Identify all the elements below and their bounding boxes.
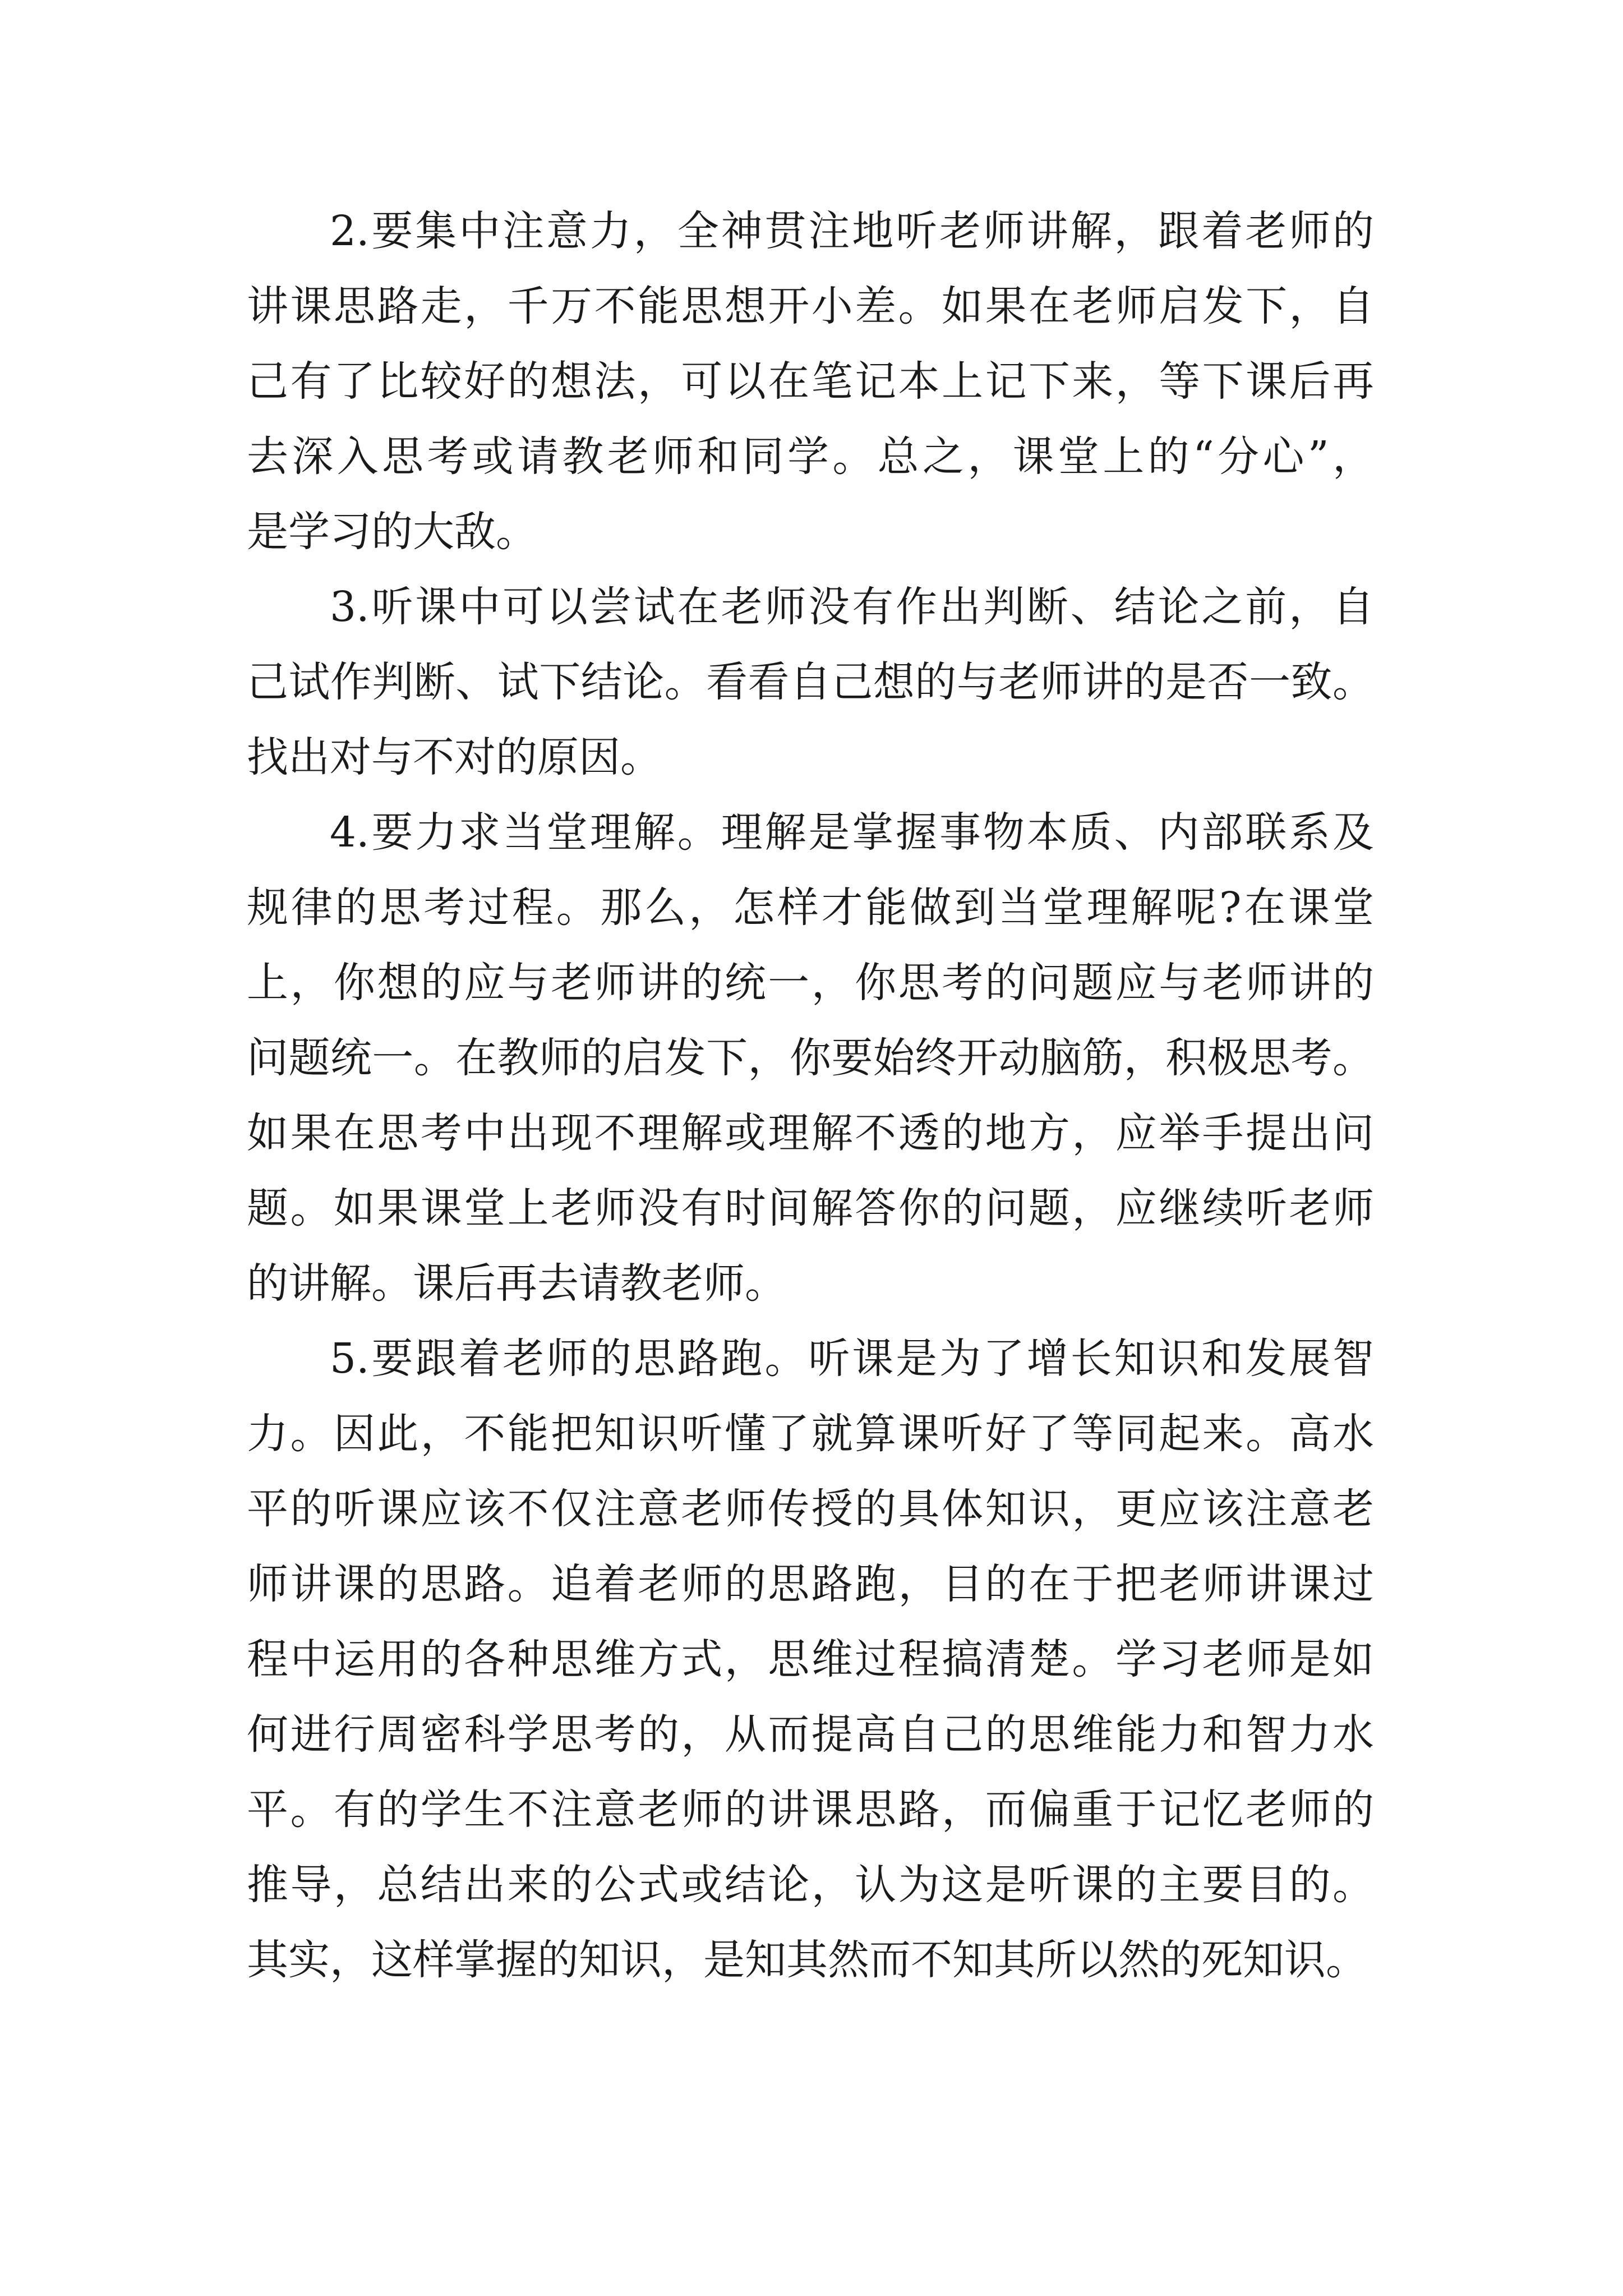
text-line: 推导，总结出来的公式或结论，认为这是听课的主要目的。	[247, 1861, 1374, 1909]
text-line: 师讲课的思路。追着老师的思路跑，目的在于把老师讲课过	[247, 1560, 1374, 1608]
text-line: 何进行周密科学思考的，从而提高自己的思维能力和智力水	[247, 1710, 1374, 1759]
text-line: 问题统一。在教师的启发下，你要始终开动脑筋，积极思考。	[247, 1034, 1374, 1082]
text-line: 4.要力求当堂理解。理解是掌握事物本质、内部联系及	[330, 808, 1374, 857]
paragraph-2	[247, 194, 1374, 569]
text-line: 如果在思考中出现不理解或理解不透的地方，应举手提出问	[247, 1109, 1374, 1157]
paragraph-3	[247, 569, 1374, 795]
text-line: 平的听课应该不仅注意老师传授的具体知识，更应该注意老	[247, 1485, 1374, 1533]
text-line: 己有了比较好的想法，可以在笔记本上记下来，等下课后再	[247, 357, 1374, 406]
text-line: 3.听课中可以尝试在老师没有作出判断、结论之前，自	[330, 583, 1374, 631]
text-line: 己试作判断、试下结论。看看自己想的与老师讲的是否一致。	[247, 658, 1374, 706]
text-line: 的讲解。课后再去请教老师。	[247, 1259, 786, 1308]
text-line: 讲课思路走，千万不能思想开小差。如果在老师启发下，自	[247, 282, 1374, 330]
text-line: 规律的思考过程。那么，怎样才能做到当堂理解呢?在课堂	[247, 884, 1374, 932]
text-line: 力。因此，不能把知识听懂了就算课听好了等同起来。高水	[247, 1410, 1374, 1458]
text-line: 程中运用的各种思维方式，思维过程搞清楚。学习老师是如	[247, 1635, 1374, 1683]
paragraph-4	[247, 795, 1374, 1321]
document-body	[247, 194, 1374, 1998]
paragraph-5	[247, 1321, 1374, 1998]
text-line: 题。如果课堂上老师没有时间解答你的问题，应继续听老师	[247, 1184, 1374, 1232]
text-line: 找出对与不对的原因。	[247, 733, 662, 781]
text-line: 平。有的学生不注意老师的讲课思路，而偏重于记忆老师的	[247, 1786, 1374, 1834]
text-line: 2.要集中注意力，全神贯注地听老师讲解，跟着老师的	[330, 207, 1374, 255]
text-line: 是学习的大敌。	[247, 508, 537, 556]
text-line: 5.要跟着老师的思路跑。听课是为了增长知识和发展智	[330, 1335, 1374, 1383]
text-line: 其实，这样掌握的知识，是知其然而不知其所以然的死知识。	[247, 1936, 1367, 1984]
text-line: 上，你想的应与老师讲的统一，你思考的问题应与老师讲的	[247, 959, 1374, 1007]
text-line: 去深入思考或请教老师和同学。总之，课堂上的“分心”，	[247, 432, 1374, 481]
